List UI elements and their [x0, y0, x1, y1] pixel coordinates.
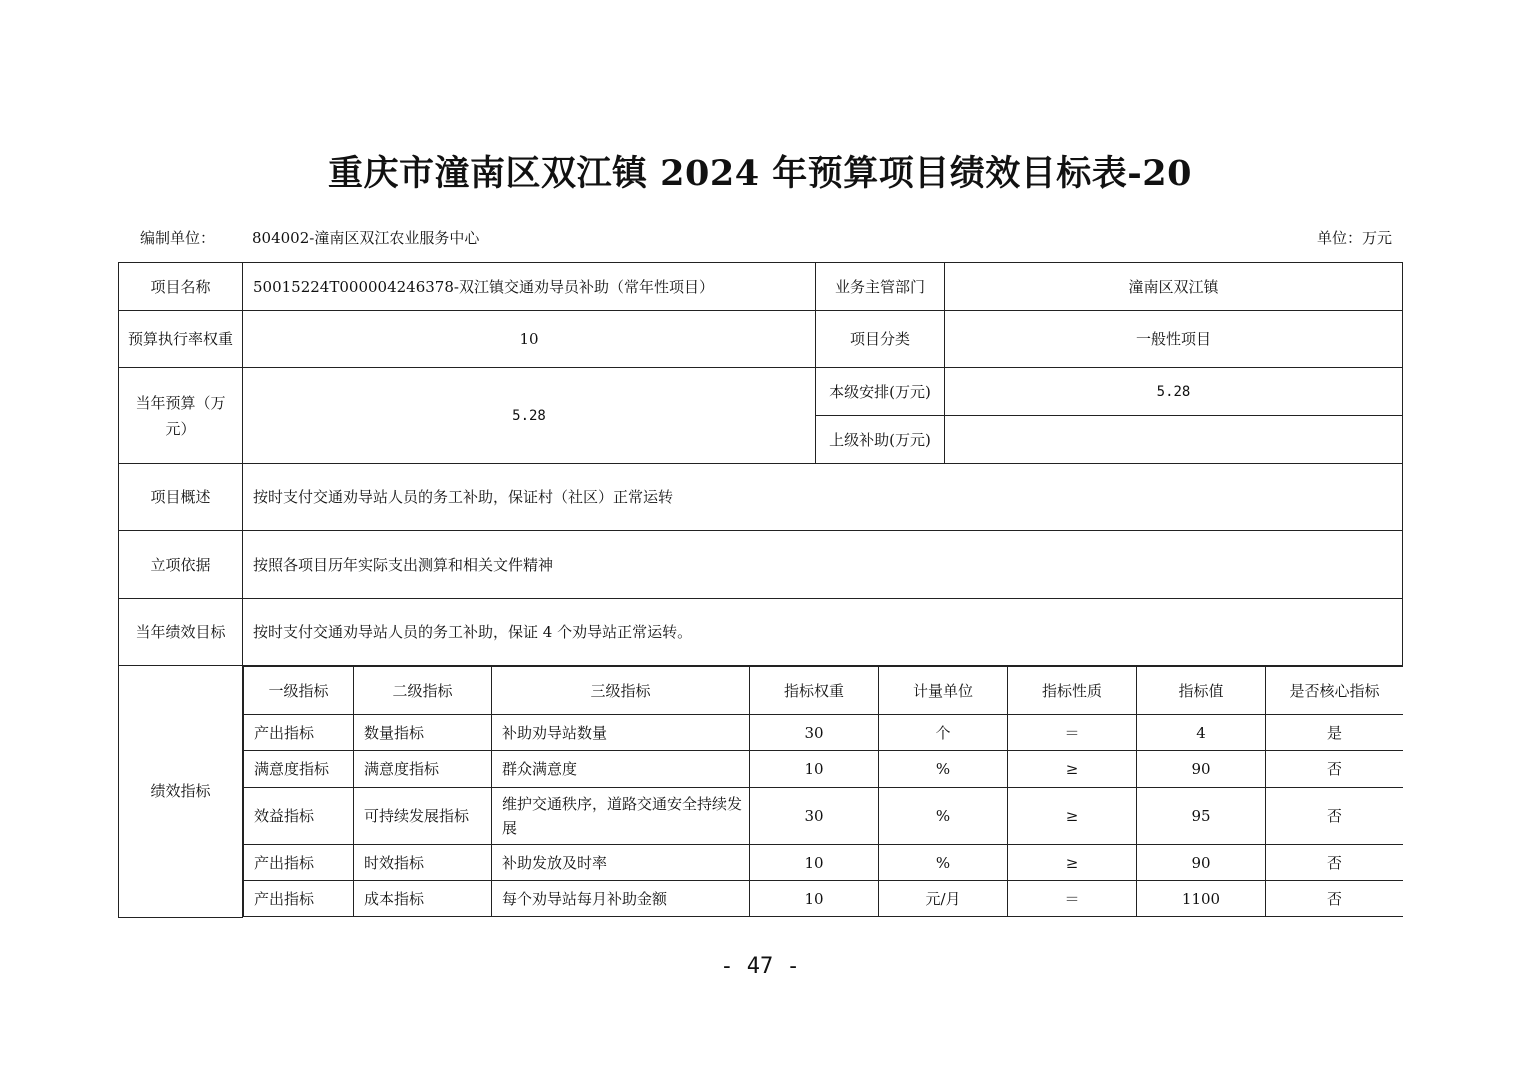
ind-header-level1: 一级指标	[244, 667, 354, 715]
ind-level2: 数量指标	[354, 715, 492, 751]
compiler-value: 804002-潼南区双江农业服务中心	[252, 229, 480, 247]
project-name-value: 50015224T000004246378-双江镇交通劝导员补助（常年性项目）	[243, 263, 816, 311]
ind-value: 4	[1137, 715, 1266, 751]
ind-header-level3: 三级指标	[492, 667, 750, 715]
ind-level3: 维护交通秩序，道路交通安全持续发展	[492, 788, 750, 845]
ind-nature: ≥	[1008, 751, 1137, 788]
indicator-row	[244, 751, 1403, 788]
ind-level2: 满意度指标	[354, 751, 492, 788]
ind-weight: 10	[750, 881, 879, 917]
ind-header-core: 是否核心指标	[1266, 667, 1403, 715]
weight-value: 10	[243, 311, 816, 368]
ind-level2: 时效指标	[354, 845, 492, 881]
ind-level1: 效益指标	[244, 788, 354, 845]
indicators-label: 绩效指标	[119, 666, 243, 918]
ind-nature: ＝	[1008, 881, 1137, 917]
local-value: 5.28	[945, 368, 1403, 416]
ind-level2: 成本指标	[354, 881, 492, 917]
dept-label: 业务主管部门	[816, 263, 945, 311]
ind-value: 90	[1137, 845, 1266, 881]
ind-header-nature: 指标性质	[1008, 667, 1137, 715]
page-number: - 47 -	[720, 954, 800, 979]
upper-value	[945, 416, 1403, 464]
upper-label: 上级补助(万元)	[816, 416, 945, 464]
ind-weight: 30	[750, 788, 879, 845]
compiler-label: 编制单位：	[140, 229, 216, 247]
ind-weight: 10	[750, 845, 879, 881]
page-title: 重庆市潼南区双江镇 2024 年预算项目绩效目标表-20	[327, 153, 1193, 194]
ind-level3: 群众满意度	[492, 751, 750, 788]
ind-level1: 产出指标	[244, 715, 354, 751]
local-label: 本级安排(万元)	[816, 368, 945, 416]
ind-unit: 元/月	[879, 881, 1008, 917]
dept-value: 潼南区双江镇	[945, 263, 1403, 311]
ind-core: 否	[1266, 751, 1403, 788]
ind-nature: ＝	[1008, 715, 1137, 751]
ind-core: 是	[1266, 715, 1403, 751]
indicators-table	[243, 666, 1403, 917]
ind-level3: 补助劝导站数量	[492, 715, 750, 751]
ind-level1: 产出指标	[244, 845, 354, 881]
budget-value: 5.28	[243, 368, 816, 464]
basis-value: 按照各项目历年实际支出测算和相关文件精神	[243, 531, 1403, 599]
ind-core: 否	[1266, 845, 1403, 881]
performance-table	[118, 262, 1403, 918]
ind-header-level2: 二级指标	[354, 667, 492, 715]
basis-label: 立项依据	[119, 531, 243, 599]
ind-level2: 可持续发展指标	[354, 788, 492, 845]
unit-label: 单位：万元	[1316, 229, 1392, 247]
ind-value: 1100	[1137, 881, 1266, 917]
ind-level1: 产出指标	[244, 881, 354, 917]
ind-nature: ≥	[1008, 788, 1137, 845]
overview-label: 项目概述	[119, 464, 243, 531]
ind-nature: ≥	[1008, 845, 1137, 881]
ind-core: 否	[1266, 881, 1403, 917]
ind-weight: 30	[750, 715, 879, 751]
ind-weight: 10	[750, 751, 879, 788]
indicator-row	[244, 715, 1403, 751]
indicator-row	[244, 788, 1403, 845]
ind-header-unit: 计量单位	[879, 667, 1008, 715]
ind-level3: 每个劝导站每月补助金额	[492, 881, 750, 917]
ind-level3: 补助发放及时率	[492, 845, 750, 881]
ind-unit: %	[879, 845, 1008, 881]
project-name-label: 项目名称	[119, 263, 243, 311]
ind-unit: 个	[879, 715, 1008, 751]
goal-value: 按时支付交通劝导站人员的务工补助，保证 4 个劝导站正常运转。	[243, 599, 1403, 666]
ind-unit: %	[879, 751, 1008, 788]
ind-header-weight: 指标权重	[750, 667, 879, 715]
category-value: 一般性项目	[945, 311, 1403, 368]
ind-value: 90	[1137, 751, 1266, 788]
ind-header-value: 指标值	[1137, 667, 1266, 715]
ind-level1: 满意度指标	[244, 751, 354, 788]
ind-core: 否	[1266, 788, 1403, 845]
category-label: 项目分类	[816, 311, 945, 368]
ind-unit: %	[879, 788, 1008, 845]
indicator-row	[244, 845, 1403, 881]
weight-label: 预算执行率权重	[119, 311, 243, 368]
goal-label: 当年绩效目标	[119, 599, 243, 666]
budget-label: 当年预算（万元）	[119, 368, 243, 464]
indicator-row	[244, 881, 1403, 917]
ind-value: 95	[1137, 788, 1266, 845]
overview-value: 按时支付交通劝导站人员的务工补助，保证村（社区）正常运转	[243, 464, 1403, 531]
